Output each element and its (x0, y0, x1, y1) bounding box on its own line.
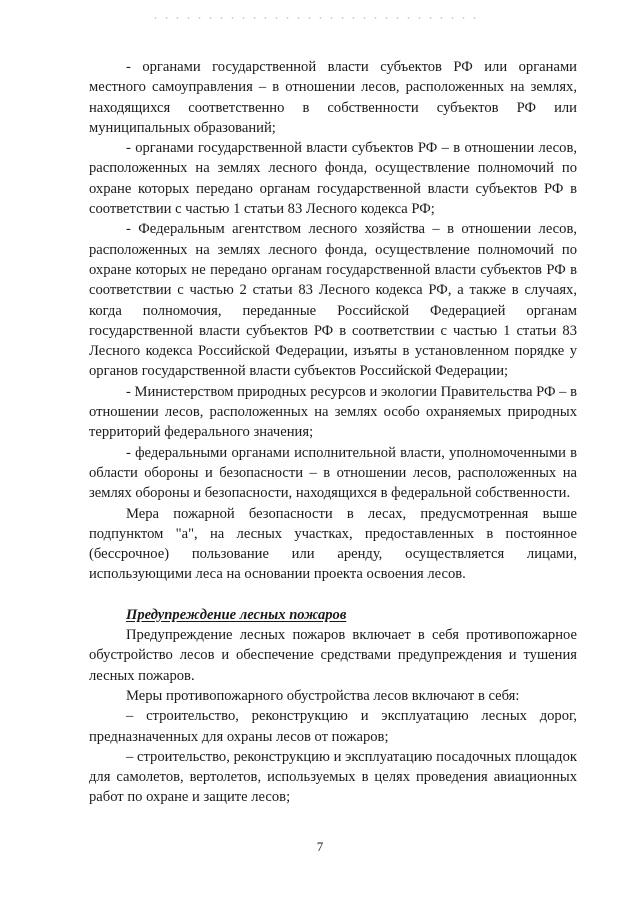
paragraph: - федеральными органами исполнительной власти, уполномоченными в области обороны и безопасности – в отношении лесов, расположенных на землях обороны и безопасности, находящихся в федеральной собственности. (89, 444, 577, 502)
paragraph: - Федеральным агентством лесного хозяйства – в отношении лесов, расположенных на землях лесного фонда, осуществление полномочий по охране которых не передано органам государственной власти субъектов РФ в соответствии с частью 2 статьи 83 Лесного кодекса РФ, а также в случаях, когда полномочия, переданные Российской Федерацией органам государственной власти субъектов РФ в соответствии с частью 1 статьи 83 Лесного кодекса Российской Федерации, изъяты в установленном порядке у органов государственной власти субъектов Российской Федерации; (89, 221, 577, 380)
paragraph: - органами государственной власти субъектов РФ или органами местного самоуправления – в отношении лесов, расположенных на землях, находящихся соответственно в собственности субъектов РФ или муниципальных образований; (89, 59, 577, 136)
paragraph: Предупреждение лесных пожаров включает в себя противопожарное обустройство лесов и обеспечение средствами предупреждения и тушения лесных пожаров. (89, 627, 577, 684)
page-number: 7 (316, 839, 324, 854)
paragraph: Мера пожарной безопасности в лесах, предусмотренная выше подпунктом "а", на лесных участках, предоставленных в постоянное (бессрочное) пользование или аренду, осуществляется лицами, использующими леса на основании проекта освоения лесов. (89, 505, 577, 583)
scan-header-noise (150, 15, 480, 21)
paragraph: - органами государственной власти субъектов РФ – в отношении лесов, расположенных на землях лесного фонда, осуществление полномочий по охране которых передано органам государственной власти субъектов РФ в соответствии с частью 1 статьи 83 Лесного кодекса РФ; (89, 140, 577, 218)
paragraph: Меры противопожарного обустройства лесов включают в себя: (126, 687, 520, 704)
document-body (89, 57, 577, 808)
paragraph: – строительство, реконструкцию и эксплуатацию лесных дорог, предназначенных для охраны лесов от пожаров; (89, 708, 577, 745)
paragraph: – строительство, реконструкцию и эксплуатацию посадочных площадок для самолетов, вертолетов, используемых в целях проведения авиационных работ по охране и защите лесов; (89, 748, 577, 806)
section-heading: Предупреждение лесных пожаров (126, 606, 347, 623)
paragraph: - Министерством природных ресурсов и экологии Правительства РФ – в отношении лесов, расположенных на землях особо охраняемых природных территорий федерального значения; (89, 383, 577, 441)
paragraph-spacer (89, 585, 577, 605)
